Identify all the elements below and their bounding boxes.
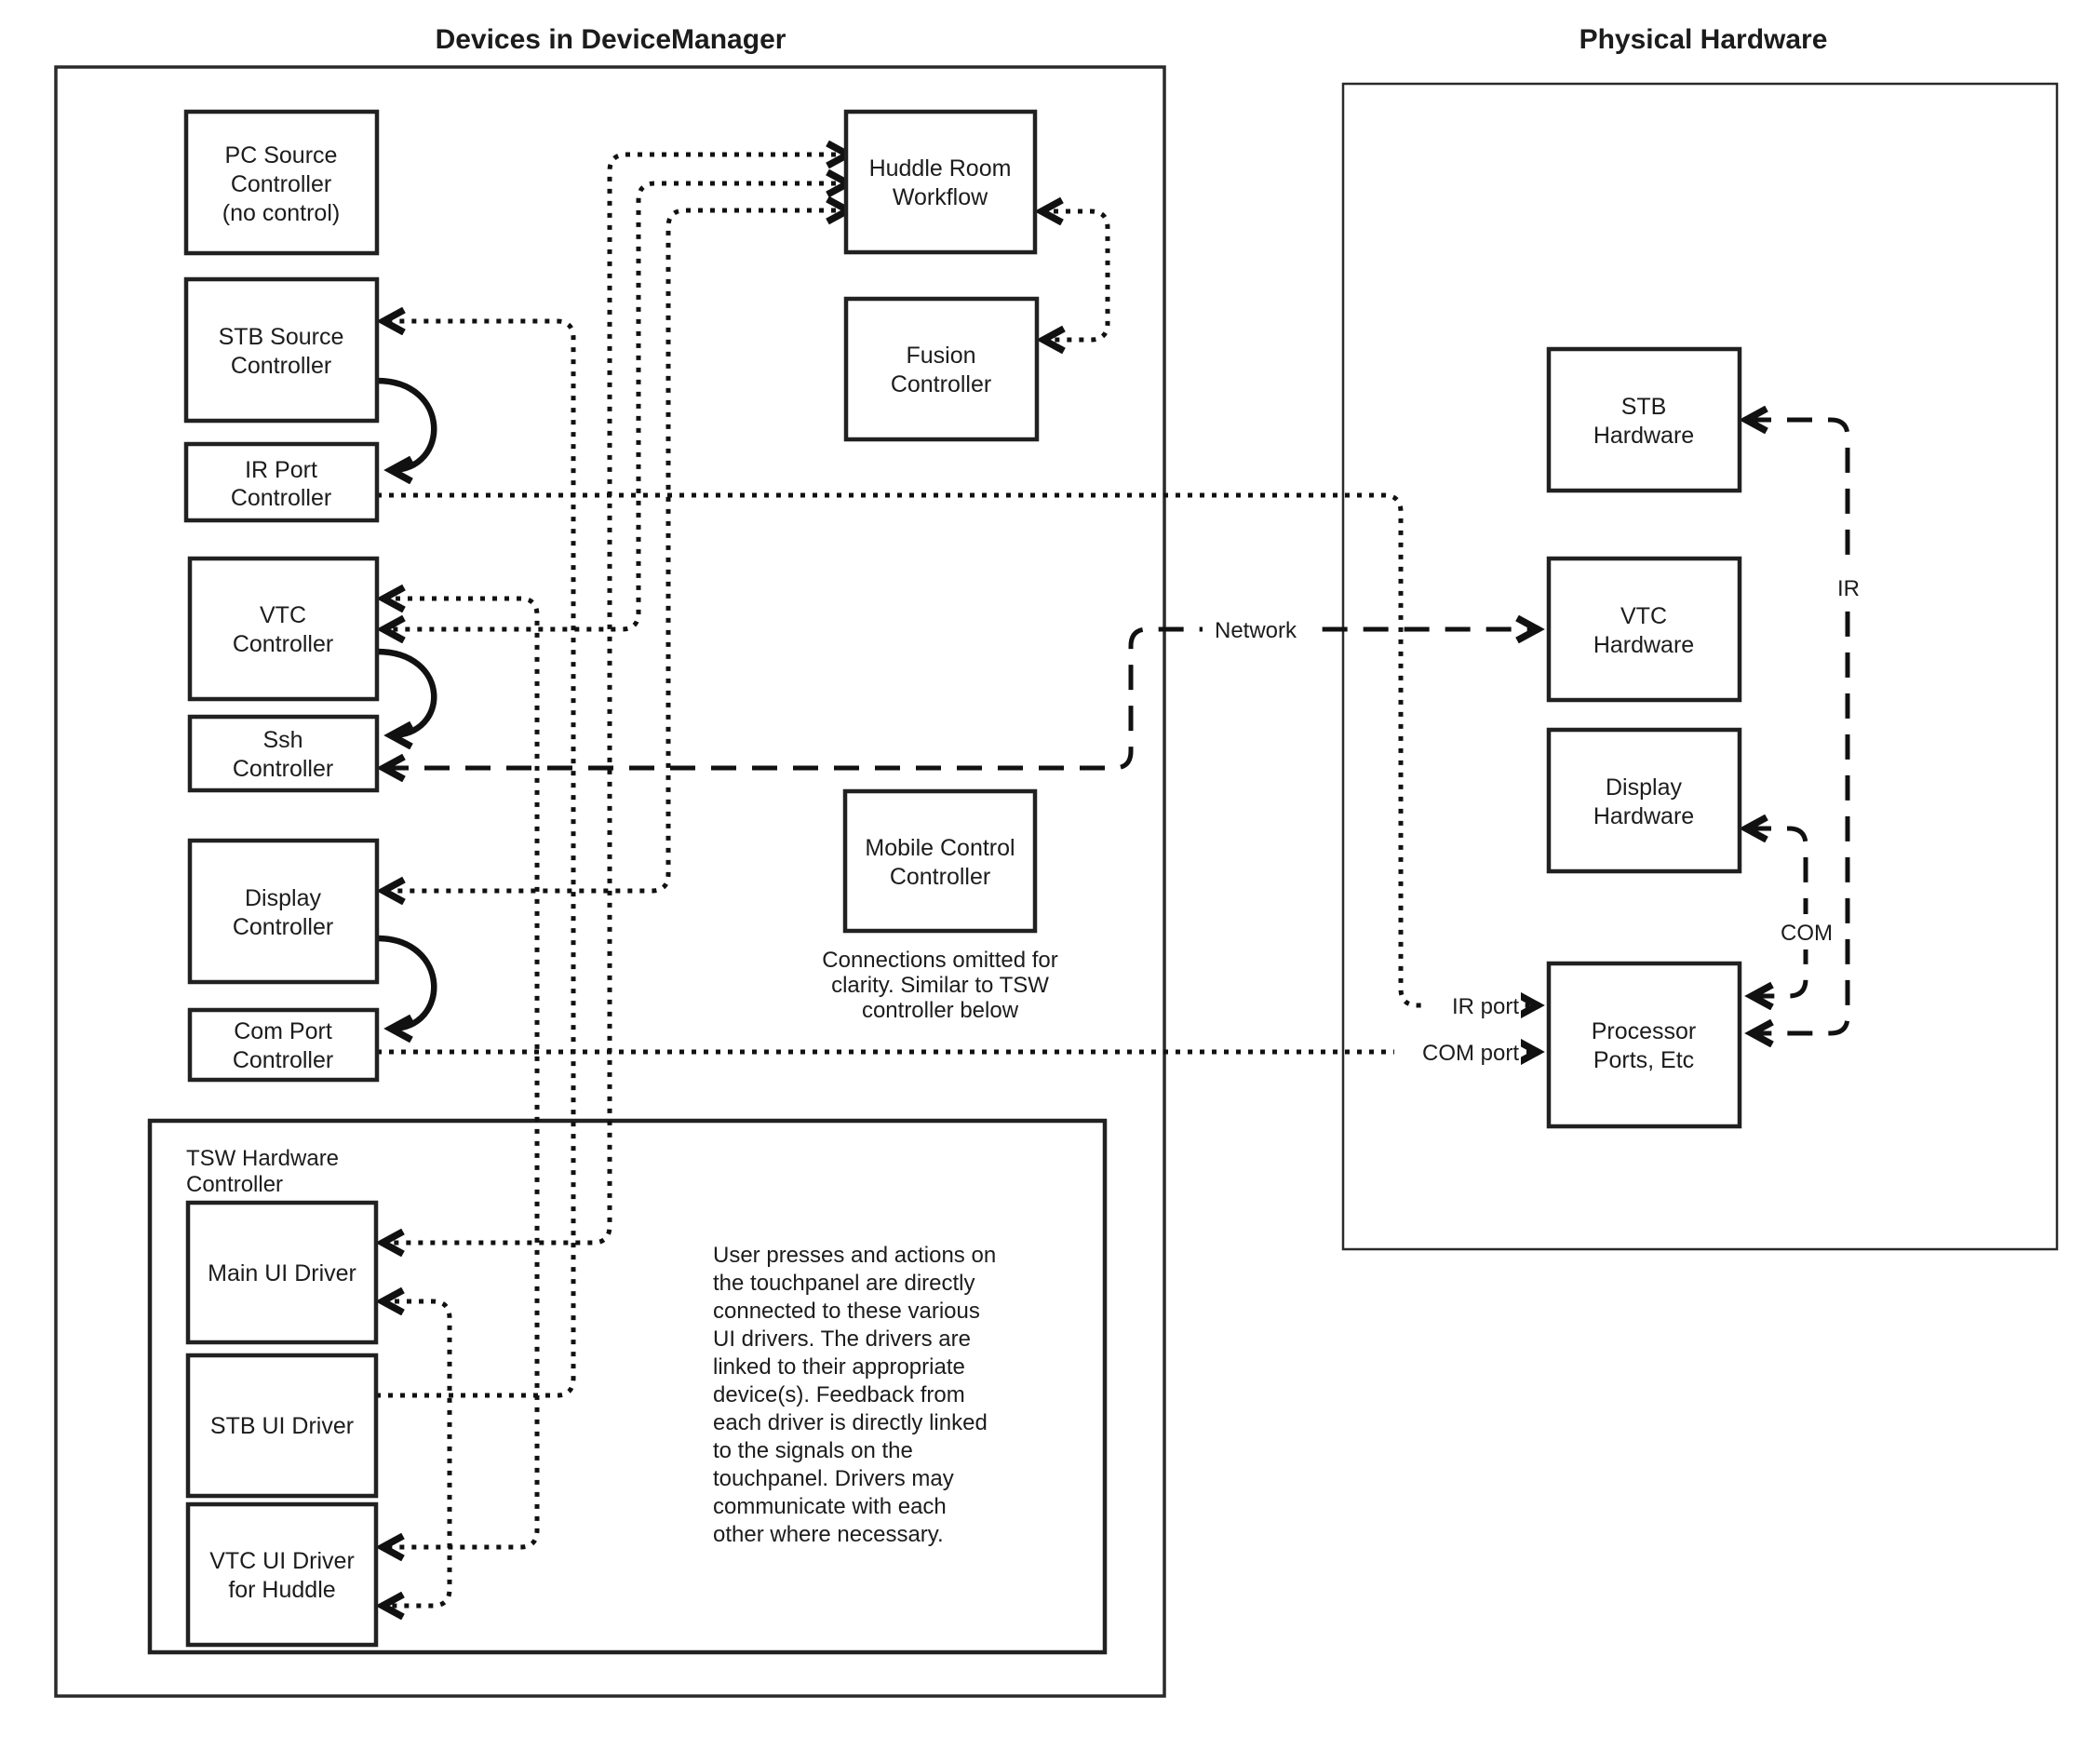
node-vtc-controller — [190, 559, 377, 699]
node-label: Main UI Driver — [208, 1260, 356, 1286]
node-label: Processor — [1591, 1018, 1697, 1044]
node-stb-source-controller — [186, 279, 377, 421]
node-label: Controller — [230, 485, 332, 511]
edge-display-controller-to-com-port — [377, 938, 434, 1029]
node-label: VTC — [260, 602, 306, 628]
tsw-note-line: UI drivers. The drivers are — [713, 1326, 971, 1352]
node-pc-source-controller — [186, 112, 377, 253]
node-display-controller — [190, 841, 377, 982]
node-label: Controller — [230, 353, 332, 379]
ir-port-edge-label: IR port — [1451, 994, 1519, 1019]
node-label: Display — [245, 885, 321, 911]
node-label: Huddle Room — [868, 155, 1012, 182]
tsw-note-line: each driver is directly linked — [713, 1410, 988, 1435]
node-label: Mobile Control — [865, 835, 1015, 861]
edge-huddle-to-main-ui — [383, 155, 848, 1243]
node-label: Hardware — [1593, 632, 1695, 658]
tsw-note-line: User presses and actions on — [713, 1243, 997, 1268]
node-label: Workflow — [892, 184, 988, 210]
node-label: Hardware — [1593, 423, 1695, 449]
node-label: Controller — [889, 864, 991, 890]
node-label: Com Port — [234, 1018, 332, 1044]
node-stb-hardware — [1549, 349, 1740, 491]
edge-stb-source-to-ir-port — [377, 381, 434, 470]
node-vtc-hardware — [1549, 559, 1740, 700]
tsw-note-line: communicate with each — [713, 1494, 947, 1519]
tsw-note-line: connected to these various — [713, 1299, 980, 1324]
node-label: Controller — [232, 914, 334, 940]
node-label: IR Port — [245, 457, 317, 483]
node-label: (no control) — [222, 200, 341, 226]
edge-huddle-to-vtc-controller — [383, 183, 848, 629]
node-display-hardware — [1549, 730, 1740, 871]
tsw-note-line: linked to their appropriate — [713, 1354, 965, 1380]
mobile-note-line: controller below — [861, 998, 1019, 1023]
edge-display-hardware-to-processor — [1746, 828, 1806, 996]
tsw-container-label-line1: TSW Hardware — [186, 1146, 340, 1171]
tsw-note-line: touchpanel. Drivers may — [713, 1466, 954, 1491]
node-label: Controller — [232, 756, 334, 782]
edge-vtc-controller-to-ssh — [377, 652, 434, 735]
network-edge-label: Network — [1214, 618, 1297, 643]
tsw-note — [713, 1243, 996, 1547]
tsw-note-line: device(s). Feedback from — [713, 1382, 965, 1407]
edge-main-ui-to-vtc-ui — [383, 1301, 450, 1606]
edge-ssh-to-vtc-hardware — [383, 629, 1538, 768]
mobile-note — [822, 948, 1057, 1023]
node-label: for Huddle — [228, 1577, 336, 1603]
node-label: Controller — [232, 1047, 334, 1073]
node-label: PC Source — [224, 142, 338, 168]
tsw-note-line: other where necessary. — [713, 1522, 944, 1547]
node-label: Controller — [230, 171, 332, 197]
device-manager-title: Devices in DeviceManager — [435, 24, 786, 55]
tsw-note-line: to the signals on the — [713, 1438, 913, 1463]
node-label: Display — [1606, 774, 1682, 801]
node-label: Ports, Etc — [1593, 1047, 1695, 1073]
node-label: Fusion — [906, 343, 976, 369]
mobile-note-line: clarity. Similar to TSW — [831, 973, 1049, 998]
edge-huddle-to-display-controller — [383, 210, 848, 891]
edge-huddle-to-fusion — [1042, 211, 1108, 340]
node-com-port-controller — [190, 1010, 377, 1080]
com-edge-label: COM — [1781, 921, 1833, 946]
node-stb-ui-driver — [188, 1355, 376, 1496]
node-vtc-ui-driver — [188, 1504, 376, 1645]
node-label: Ssh — [262, 727, 303, 753]
node-label: STB Source — [218, 324, 344, 350]
tsw-note-line: the touchpanel are directly — [713, 1271, 975, 1296]
mobile-note-line: Connections omitted for — [822, 948, 1058, 973]
node-mobile-control-controller — [845, 791, 1035, 931]
ir-edge-label: IR — [1837, 576, 1860, 601]
node-fusion-controller — [846, 299, 1037, 439]
node-label: Hardware — [1593, 803, 1695, 829]
node-processor-ports — [1549, 963, 1740, 1126]
node-label: VTC — [1620, 603, 1667, 629]
node-label: VTC UI Driver — [209, 1548, 355, 1574]
node-label: Controller — [890, 371, 992, 397]
node-main-ui-driver — [188, 1203, 376, 1342]
node-label: STB UI Driver — [209, 1413, 355, 1439]
com-port-edge-label: COM port — [1421, 1041, 1519, 1066]
node-label: STB — [1620, 394, 1667, 420]
edge-vtc-controller-to-vtc-ui — [383, 599, 537, 1547]
tsw-container-label-line2: Controller — [186, 1172, 284, 1197]
edge-stb-ui-to-stb-source — [376, 321, 573, 1395]
node-ir-port-controller — [186, 444, 377, 520]
node-ssh-controller — [190, 717, 377, 790]
node-label: Controller — [232, 631, 334, 657]
node-huddle-room-workflow — [846, 112, 1035, 252]
physical-hardware-title: Physical Hardware — [1579, 24, 1828, 55]
